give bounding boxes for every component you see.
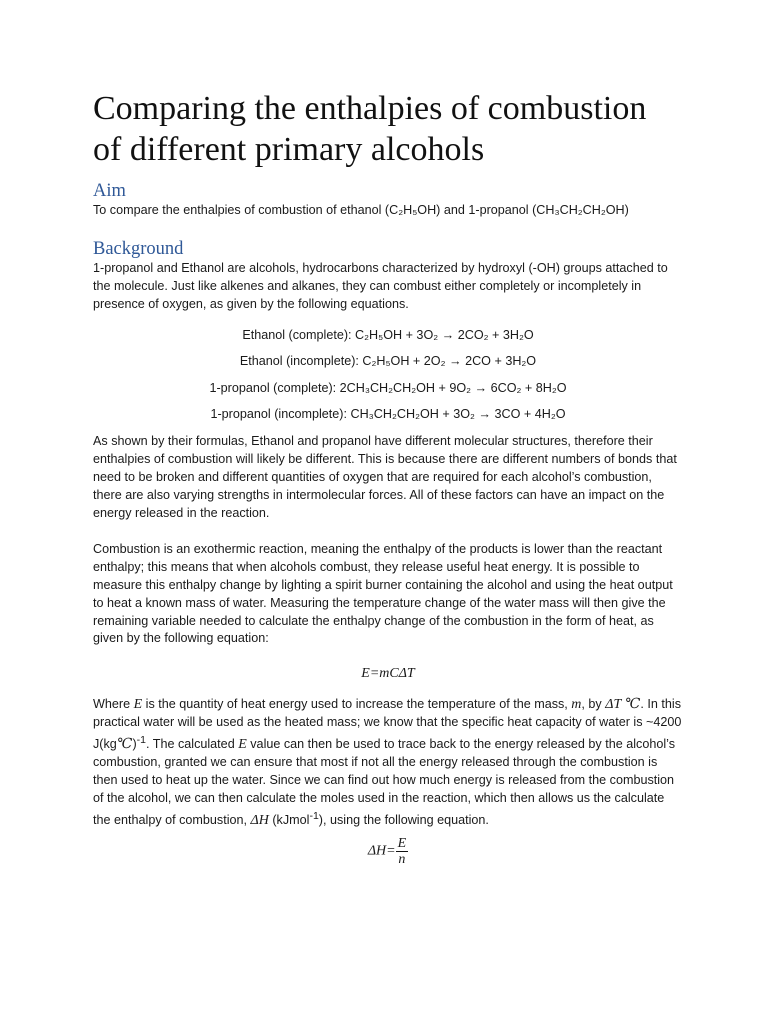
aim-text: To compare the enthalpies of combustion of ethanol (C₂H₅OH) and 1-propanol (CH₃CH₂CH₂OH) (93, 203, 629, 217)
document-title: Comparing the enthalpies of combustion of different primary alcohols (93, 90, 647, 168)
equation-propanol-complete: 1-propanol (complete): 2CH₃CH₂CH₂OH + 9O₂ → 6CO₂ + 8H₂O (209, 380, 567, 395)
paragraph-exothermic: Combustion is an exothermic reaction, meaning the enthalpy of the products is lower than the reactant enthalpy; this means that when alcohols combust, they release useful heat energy. It is possible to measure this enthalpy change by lighting a spirit burner containing the alcohol and using the heat output to heat a known mass of water. Measuring the temperature change of the water mass will then give the remaining variable needed to calculate the enthalpy change of the combustion in the form of heat, as given by the following equation: (93, 541, 673, 646)
fraction-numerator: E (397, 836, 407, 852)
enthalpy-formula (93, 836, 683, 867)
equation-ethanol-complete: Ethanol (complete): C₂H₅OH + 3O₂ → 2CO₂ + 3H₂O (242, 327, 534, 342)
background-intro: 1-propanol and Ethanol are alcohols, hydrocarbons characterized by hydroxyl (-OH) groups attached to the molecule. Just like alkenes and alkanes, they can combust either completely or incompletely in presence of oxygen, as given by the following equations. (93, 260, 668, 311)
heat-energy-formula: E=mCΔT (361, 666, 415, 682)
paragraph-where: Where E is the quantity of heat energy used to increase the temperature of the mass, m, by ΔT ℃. In this practical water will be used as the heated mass; we know that the specific heat capacity of water is ~4200 J(kg℃)$^{-1}$. The calculated E value can then be used to trace back to the energy released by the alcohol’s combustion, granted we can ensure that most if not all the energy released through the combustion is then used to heat up the water. Since we can find out how much energy is released from the combustion of the alcohol, we can then calculate the moles used in the reaction, which then allows us the calculate the enthalpy of combustion, ΔH (kJmol$^{-1}$), using the following equation. (93, 697, 682, 829)
paragraph-molecular-structures: As shown by their formulas, Ethanol and propanol have different molecular structures, therefore their enthalpies of combustion will likely be different. This is because there are different numbers of bonds that need to be broken and different quantities of oxygen that are required for each alcohol’s combustion, there are also varying strengths in intermolecular forces. All of these factors can have an impact on the energy released in the reaction. (93, 434, 677, 521)
enthalpy-formula-lhs: ΔH= (367, 843, 396, 859)
document-page (93, 88, 683, 867)
aim-heading: Aim (93, 181, 126, 201)
equation-propanol-incomplete: 1-propanol (incomplete): CH₃CH₂CH₂OH + 3O₂ → 3CO + 4H₂O (210, 407, 566, 422)
background-heading: Background (93, 238, 184, 259)
enthalpy-fraction (396, 836, 409, 867)
equation-ethanol-incomplete: Ethanol (incomplete): C₂H₅OH + 2O₂ → 2CO + 3H₂O (239, 354, 537, 369)
fraction-denominator: n (398, 852, 406, 868)
combustion-equations (93, 326, 683, 424)
